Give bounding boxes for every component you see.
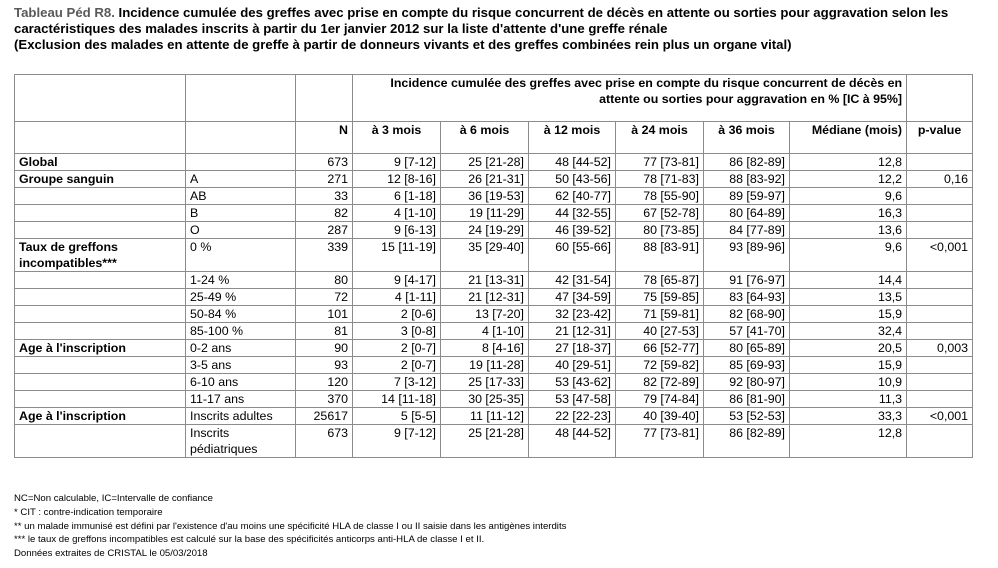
cell-median: 16,3 [790,205,907,222]
cell-n: 82 [296,205,353,222]
cell-12-months: 62 [40-77] [529,188,616,205]
cell-12-months: 40 [29-51] [529,357,616,374]
cell-6-months: 25 [17-33] [441,374,529,391]
row-subgroup-label [186,154,296,171]
cell-36-months: 89 [59-97] [704,188,790,205]
table-row [15,391,973,408]
cell-6-months: 35 [29-40] [441,239,529,272]
cell-3-months: 5 [5-5] [353,408,441,425]
header-12-months: à 12 mois [529,122,616,154]
cell-6-months: 11 [11-12] [441,408,529,425]
row-group-label [15,357,186,374]
cell-36-months: 91 [76-97] [704,272,790,289]
cell-36-months: 84 [77-89] [704,222,790,239]
header-3-months: à 3 mois [353,122,441,154]
cell-24-months: 67 [52-78] [616,205,704,222]
cell-median: 32,4 [790,323,907,340]
table-row [15,205,973,222]
row-subgroup-label: 11-17 ans [186,391,296,408]
cell-n: 101 [296,306,353,323]
title-text: Incidence cumulée des greffes avec prise en compte du risque concurrent de décès en attente ou sorties pour aggravation selon les caractéristiques des malades inscrits à partir du 1er janvier 2012 sur la liste d'attente d'une greffe rénale [14,5,949,36]
cell-24-months: 66 [52-77] [616,340,704,357]
cell-12-months: 60 [55-66] [529,239,616,272]
cell-36-months: 57 [41-70] [704,323,790,340]
table-number: Tableau Péd R8. [14,5,115,20]
cell-24-months: 79 [74-84] [616,391,704,408]
table-row [15,154,973,171]
header-blank [15,75,186,122]
row-group-label [15,425,186,458]
cell-median: 11,3 [790,391,907,408]
row-subgroup-label: O [186,222,296,239]
cell-6-months: 4 [1-10] [441,323,529,340]
cell-median: 12,8 [790,425,907,458]
table-title [14,5,989,53]
row-subgroup-label: 0-2 ans [186,340,296,357]
cell-median: 10,9 [790,374,907,391]
cell-24-months: 82 [72-89] [616,374,704,391]
row-group-label [15,205,186,222]
cell-p-value [907,188,973,205]
incidence-table [14,74,973,458]
cell-3-months: 4 [1-10] [353,205,441,222]
cell-p-value [907,205,973,222]
row-subgroup-label: Inscrits pédiatriques [186,425,296,458]
cell-3-months: 9 [7-12] [353,154,441,171]
cell-24-months: 71 [59-81] [616,306,704,323]
row-subgroup-label: AB [186,188,296,205]
header-36-months: à 36 mois [704,122,790,154]
cell-p-value [907,272,973,289]
cell-p-value: 0,003 [907,340,973,357]
cell-n: 673 [296,425,353,458]
cell-36-months: 86 [82-89] [704,425,790,458]
cell-12-months: 27 [18-37] [529,340,616,357]
footnotes [14,492,566,561]
table-row [15,323,973,340]
cell-median: 15,9 [790,357,907,374]
cell-n: 90 [296,340,353,357]
cell-n: 287 [296,222,353,239]
cell-36-months: 92 [80-97] [704,374,790,391]
header-blank [15,122,186,154]
row-group-label [15,222,186,239]
cell-36-months: 80 [64-89] [704,205,790,222]
table-row [15,408,973,425]
cell-24-months: 72 [59-82] [616,357,704,374]
cell-p-value [907,154,973,171]
cell-24-months: 40 [39-40] [616,408,704,425]
cell-median: 12,8 [790,154,907,171]
cell-6-months: 36 [19-53] [441,188,529,205]
cell-n: 120 [296,374,353,391]
cell-3-months: 4 [1-11] [353,289,441,306]
cell-12-months: 32 [23-42] [529,306,616,323]
row-group-label [15,323,186,340]
table-row [15,239,973,272]
header-blank [186,122,296,154]
cell-3-months: 12 [8-16] [353,171,441,188]
footnote: * CIT : contre-indication temporaire [14,506,163,518]
cell-12-months: 21 [12-31] [529,323,616,340]
cell-3-months: 9 [7-12] [353,425,441,458]
footnote: *** le taux de greffons incompatibles est calculé sur la base des spécificités anticorps anti-HLA de classe I et II. [14,534,485,546]
header-blank [907,75,973,122]
cell-24-months: 77 [73-81] [616,154,704,171]
table-row [15,425,973,458]
table-body [15,154,973,458]
cell-3-months: 2 [0-7] [353,357,441,374]
cell-p-value: <0,001 [907,239,973,272]
cell-24-months: 78 [55-90] [616,188,704,205]
cell-24-months: 80 [73-85] [616,222,704,239]
cell-n: 93 [296,357,353,374]
cell-p-value [907,289,973,306]
cell-n: 271 [296,171,353,188]
cell-6-months: 21 [13-31] [441,272,529,289]
cell-median: 13,5 [790,289,907,306]
row-group-label: Age à l'inscription [15,408,186,425]
table-row [15,357,973,374]
cell-p-value [907,306,973,323]
cell-6-months: 24 [19-29] [441,222,529,239]
footnote: Données extraites de CRISTAL le 05/03/2018 [14,548,208,560]
row-group-label [15,306,186,323]
cell-36-months: 53 [52-53] [704,408,790,425]
footnote: ** un malade immunisé est défini par l'existence d'au moins une spécificité HLA de classe I ou II saisie dans les antigènes interdits [14,520,567,532]
cell-median: 9,6 [790,239,907,272]
header-p-value: p-value [907,122,973,154]
cell-12-months: 48 [44-52] [529,425,616,458]
cell-6-months: 19 [11-29] [441,205,529,222]
cell-median: 12,2 [790,171,907,188]
cell-24-months: 78 [65-87] [616,272,704,289]
table-row [15,306,973,323]
cell-p-value [907,374,973,391]
row-subgroup-label: B [186,205,296,222]
cell-36-months: 80 [65-89] [704,340,790,357]
header-n: N [296,122,353,154]
cell-36-months: 82 [68-90] [704,306,790,323]
cell-24-months: 40 [27-53] [616,323,704,340]
header-blank [296,75,353,122]
table-row [15,374,973,391]
cell-p-value [907,323,973,340]
cell-3-months: 2 [0-6] [353,306,441,323]
row-group-label: Global [15,154,186,171]
cell-median: 33,3 [790,408,907,425]
header-group-title: Incidence cumulée des greffes avec prise en compte du risque concurrent de décès en attente ou sorties pour aggravation en % [IC à 95%] [353,75,907,122]
cell-n: 81 [296,323,353,340]
table-row [15,188,973,205]
table-row [15,272,973,289]
row-subgroup-label: Inscrits adultes [186,408,296,425]
cell-12-months: 46 [39-52] [529,222,616,239]
cell-6-months: 13 [7-20] [441,306,529,323]
cell-n: 72 [296,289,353,306]
cell-p-value: <0,001 [907,408,973,425]
cell-36-months: 85 [69-93] [704,357,790,374]
cell-p-value [907,357,973,374]
cell-median: 20,5 [790,340,907,357]
cell-3-months: 9 [6-13] [353,222,441,239]
table-row [15,222,973,239]
cell-6-months: 21 [12-31] [441,289,529,306]
row-subgroup-label: 50-84 % [186,306,296,323]
cell-median: 15,9 [790,306,907,323]
cell-12-months: 50 [43-56] [529,171,616,188]
title-subtext: (Exclusion des malades en attente de greffe à partir de donneurs vivants et des greffes combinées rein plus un organe vital) [14,37,792,52]
cell-n: 673 [296,154,353,171]
header-median: Médiane (mois) [790,122,907,154]
cell-24-months: 78 [71-83] [616,171,704,188]
cell-n: 33 [296,188,353,205]
cell-3-months: 15 [11-19] [353,239,441,272]
cell-12-months: 48 [44-52] [529,154,616,171]
cell-36-months: 86 [81-90] [704,391,790,408]
cell-6-months: 8 [4-16] [441,340,529,357]
row-subgroup-label: A [186,171,296,188]
cell-n: 370 [296,391,353,408]
cell-24-months: 75 [59-85] [616,289,704,306]
footnote: NC=Non calculable, IC=Intervalle de confiance [14,493,213,504]
cell-12-months: 42 [31-54] [529,272,616,289]
row-group-label: Taux de greffons incompatibles*** [15,239,186,272]
cell-36-months: 88 [83-92] [704,171,790,188]
cell-12-months: 53 [43-62] [529,374,616,391]
table-row [15,171,973,188]
header-6-months: à 6 mois [441,122,529,154]
row-group-label [15,272,186,289]
cell-36-months: 86 [82-89] [704,154,790,171]
cell-12-months: 53 [47-58] [529,391,616,408]
cell-3-months: 3 [0-8] [353,323,441,340]
cell-3-months: 9 [4-17] [353,272,441,289]
cell-12-months: 44 [32-55] [529,205,616,222]
cell-36-months: 83 [64-93] [704,289,790,306]
cell-p-value [907,222,973,239]
cell-6-months: 19 [11-28] [441,357,529,374]
cell-3-months: 6 [1-18] [353,188,441,205]
row-subgroup-label: 3-5 ans [186,357,296,374]
row-subgroup-label: 1-24 % [186,272,296,289]
cell-p-value [907,425,973,458]
row-subgroup-label: 6-10 ans [186,374,296,391]
cell-12-months: 22 [22-23] [529,408,616,425]
header-24-months: à 24 mois [616,122,704,154]
row-group-label: Age à l'inscription [15,340,186,357]
cell-median: 13,6 [790,222,907,239]
cell-n: 339 [296,239,353,272]
cell-p-value [907,391,973,408]
cell-6-months: 25 [21-28] [441,154,529,171]
cell-n: 80 [296,272,353,289]
cell-24-months: 77 [73-81] [616,425,704,458]
row-group-label [15,289,186,306]
row-subgroup-label: 0 % [186,239,296,272]
cell-12-months: 47 [34-59] [529,289,616,306]
cell-3-months: 14 [11-18] [353,391,441,408]
cell-median: 14,4 [790,272,907,289]
cell-36-months: 93 [89-96] [704,239,790,272]
table-row [15,340,973,357]
row-group-label [15,374,186,391]
cell-p-value: 0,16 [907,171,973,188]
cell-n: 25617 [296,408,353,425]
cell-24-months: 88 [83-91] [616,239,704,272]
cell-3-months: 7 [3-12] [353,374,441,391]
row-group-label: Groupe sanguin [15,171,186,188]
cell-6-months: 26 [21-31] [441,171,529,188]
cell-6-months: 30 [25-35] [441,391,529,408]
header-blank [186,75,296,122]
row-subgroup-label: 25-49 % [186,289,296,306]
cell-3-months: 2 [0-7] [353,340,441,357]
row-subgroup-label: 85-100 % [186,323,296,340]
cell-median: 9,6 [790,188,907,205]
table-row [15,289,973,306]
row-group-label [15,188,186,205]
row-group-label [15,391,186,408]
cell-6-months: 25 [21-28] [441,425,529,458]
